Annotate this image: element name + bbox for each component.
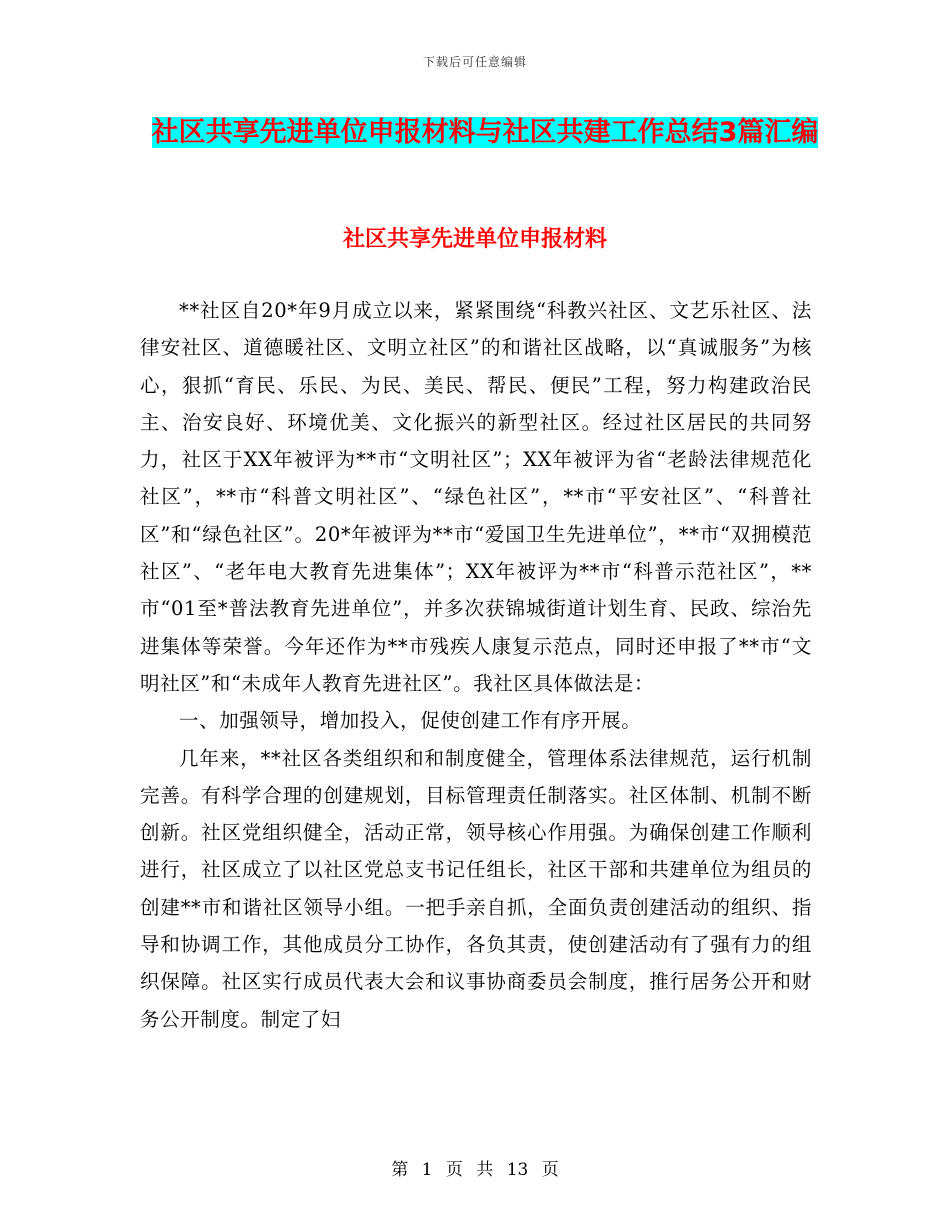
body-paragraph: 几年来，**社区各类组织和和制度健全，管理体系法律规范，运行机制完善。有科学合理的创建规划，目标管理责任制落实。社区体制、机制不断创新。社区党组织健全，活动正常，领导核心作用强。为确保创建工作顺利进行，社区成立了以社区党总支书记任组长，社区干部和共建单位为组员的创建**市和谐社区领导小组。一把手亲自抓，全面负责创建活动的组织、指导和协调工作，其他成员分工协作，各负其责，使创建活动有了强有力的组织保障。社区实行成员代表大会和议事协商委员会制度，推行居务公开和财务公开制度。制定了妇: [140, 746, 812, 1031]
document-body: [140, 292, 812, 1038]
section-title: 社区共享先进单位申报材料: [342, 227, 607, 252]
document-title-text: 社区共享先进单位申报材料与社区共建工作总结3篇汇编: [151, 117, 819, 148]
document-title: [140, 112, 830, 154]
page-number: 第 1 页 共 13 页: [391, 1160, 559, 1180]
body-paragraph: **社区自20*年9月成立以来，紧紧围绕“科教兴社区、文艺乐社区、法律安社区、道德暖社区、文明立社区”的和谐社区战略，以“真诚服务”为核心，狠抓“育民、乐民、为民、美民、帮民、便民”工程，努力构建政治民主、治安良好、环境优美、文化振兴的新型社区。经过社区居民的共同努力，社区于XX年被评为**市“文明社区”；XX年被评为省“老龄法律规范化社区”，**市“科普文明社区”、“绿色社区”，**市“平安社区”、“科普社区”和“绿色社区”。20*年被评为**市“爱国卫生先进单位”，**市“双拥模范社区”、“老年电大教育先进集体”；XX年被评为**市“科普示范社区”，**市“01至*普法教育先进单位”，并多次获锦城街道计划生育、民政、综治先进集体等荣誉。今年还作为**市残疾人康复示范点，同时还申报了**市“文明社区”和“未成年人教育先进社区”。我社区具体做法是：: [140, 299, 812, 695]
body-paragraph: 一、加强领导，增加投入，促使创建工作有序开展。: [179, 709, 642, 733]
page-header-note: 下载后可任意编辑: [422, 55, 527, 69]
